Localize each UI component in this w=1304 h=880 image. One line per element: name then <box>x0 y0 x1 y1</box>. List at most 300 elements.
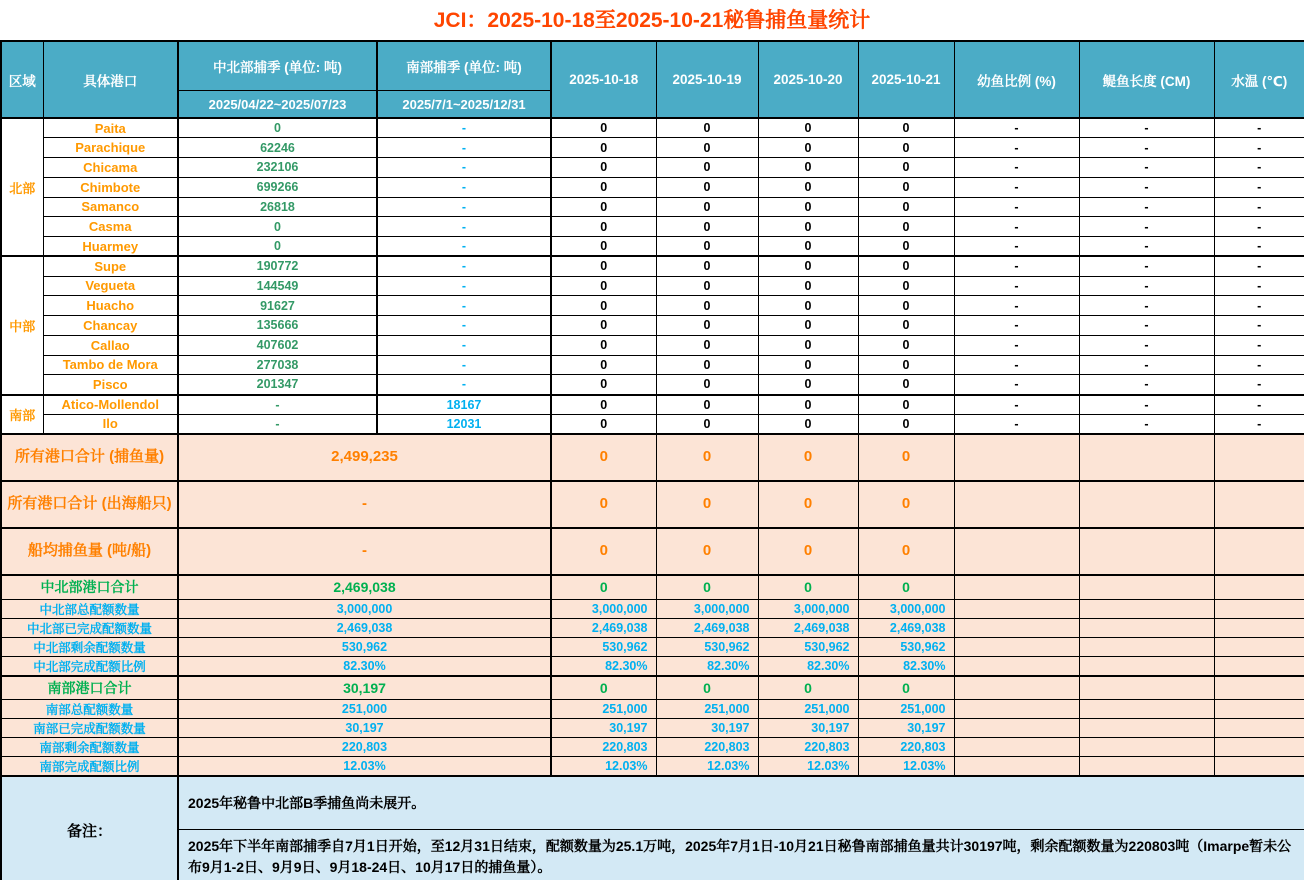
measure-value: - <box>1079 217 1214 237</box>
note-item-2: 2025年下半年南部捕季自7月1日开始，至12月31日结束，配额数量为25.1万吨，2025年7月1日-10月21日秘鲁南部捕鱼量共计30197吨，剩余配额数量为220803吨（Imarpe暂未公布9月1-2日、9月9日、9月18-24日、10月17日的捕鱼量）。 <box>178 830 1304 880</box>
date-value: 0 <box>758 316 858 336</box>
date-value: 0 <box>758 395 858 415</box>
date-value: 0 <box>656 375 758 395</box>
table-header <box>1 41 1304 118</box>
region-label: 南部 <box>1 395 43 435</box>
summary-date-value: 0 <box>758 676 858 700</box>
port-row <box>1 217 1304 237</box>
south-season-value: - <box>377 296 551 316</box>
summary-label: 中北部剩余配额数量 <box>1 637 178 656</box>
measure-value: - <box>1214 296 1304 316</box>
port-name: Huarmey <box>43 237 178 257</box>
summary-row <box>1 618 1304 637</box>
summary-date-value: 530,962 <box>656 637 758 656</box>
measure-value: - <box>954 414 1079 434</box>
measure-value: - <box>954 197 1079 217</box>
note-item-1: 2025年秘鲁中北部B季捕鱼尚未展开。 <box>178 776 1304 830</box>
date-value: 0 <box>656 276 758 296</box>
date-value: 0 <box>551 237 656 257</box>
south-season-value: - <box>377 316 551 336</box>
header-port: 具体港口 <box>43 41 178 118</box>
summary-label: 所有港口合计 (出海船只) <box>1 481 178 528</box>
south-season-value: 18167 <box>377 395 551 415</box>
empty-cell <box>954 618 1079 637</box>
port-name: Chicama <box>43 158 178 178</box>
date-value: 0 <box>551 395 656 415</box>
empty-cell <box>954 637 1079 656</box>
summary-date-value: 0 <box>551 528 656 575</box>
measure-value: - <box>1079 335 1214 355</box>
date-value: 0 <box>758 138 858 158</box>
date-value: 0 <box>758 355 858 375</box>
measure-value: - <box>954 217 1079 237</box>
date-value: 0 <box>858 414 954 434</box>
measure-value: - <box>1079 375 1214 395</box>
measure-value: - <box>954 276 1079 296</box>
summary-date-value: 2,469,038 <box>551 618 656 637</box>
summary-date-value: 0 <box>656 676 758 700</box>
port-name: Atico-Mollendol <box>43 395 178 415</box>
summary-date-value: 0 <box>656 481 758 528</box>
header-nc-range: 2025/04/22~2025/07/23 <box>178 91 377 119</box>
date-value: 0 <box>551 355 656 375</box>
measure-value: - <box>1079 197 1214 217</box>
date-value: 0 <box>858 197 954 217</box>
date-value: 0 <box>858 237 954 257</box>
port-name: Vegueta <box>43 276 178 296</box>
south-season-value: - <box>377 375 551 395</box>
measure-value: - <box>954 296 1079 316</box>
port-row <box>1 237 1304 257</box>
summary-label: 船均捕鱼量 (吨/船) <box>1 528 178 575</box>
measure-value: - <box>954 395 1079 415</box>
summary-label: 南部剩余配额数量 <box>1 738 178 757</box>
summary-date-value: 0 <box>858 434 954 481</box>
date-value: 0 <box>858 158 954 178</box>
south-season-value: - <box>377 335 551 355</box>
measure-value: - <box>1214 276 1304 296</box>
empty-cell <box>1079 719 1214 738</box>
port-name: Paita <box>43 118 178 138</box>
date-value: 0 <box>858 118 954 138</box>
summary-value: 30,197 <box>178 719 551 738</box>
header-south-season: 南部捕季 (单位: 吨) <box>377 41 551 91</box>
summary-value: - <box>178 528 551 575</box>
date-value: 0 <box>656 177 758 197</box>
measure-value: - <box>1079 256 1214 276</box>
summary-date-value: 530,962 <box>858 637 954 656</box>
nc-season-value: 144549 <box>178 276 377 296</box>
empty-cell <box>1214 757 1304 777</box>
nc-season-value: 26818 <box>178 197 377 217</box>
summary-date-value: 3,000,000 <box>758 599 858 618</box>
fishing-statistics-table <box>0 40 1304 880</box>
nc-season-value: 232106 <box>178 158 377 178</box>
summary-label: 中北部总配额数量 <box>1 599 178 618</box>
port-row <box>1 316 1304 336</box>
empty-cell <box>1214 637 1304 656</box>
port-row <box>1 197 1304 217</box>
summary-value: 251,000 <box>178 700 551 719</box>
empty-cell <box>1214 618 1304 637</box>
south-season-value: - <box>377 118 551 138</box>
measure-value: - <box>954 335 1079 355</box>
date-value: 0 <box>551 256 656 276</box>
nc-season-value: 62246 <box>178 138 377 158</box>
south-season-value: 12031 <box>377 414 551 434</box>
measure-value: - <box>1214 237 1304 257</box>
measure-value: - <box>954 138 1079 158</box>
summary-date-value: 0 <box>656 528 758 575</box>
port-name: Chancay <box>43 316 178 336</box>
summary-date-value: 530,962 <box>758 637 858 656</box>
measure-value: - <box>954 237 1079 257</box>
nc-season-value: 699266 <box>178 177 377 197</box>
south-season-value: - <box>377 177 551 197</box>
date-value: 0 <box>551 375 656 395</box>
date-value: 0 <box>758 158 858 178</box>
measure-value: - <box>1079 118 1214 138</box>
date-value: 0 <box>656 256 758 276</box>
summary-row <box>1 599 1304 618</box>
summary-date-value: 0 <box>551 676 656 700</box>
measure-value: - <box>1079 158 1214 178</box>
nc-season-value: 135666 <box>178 316 377 336</box>
nc-season-value: 407602 <box>178 335 377 355</box>
date-value: 0 <box>758 335 858 355</box>
port-row <box>1 138 1304 158</box>
region-label: 中部 <box>1 256 43 394</box>
date-value: 0 <box>758 217 858 237</box>
summary-date-value: 30,197 <box>656 719 758 738</box>
port-row <box>1 335 1304 355</box>
date-value: 0 <box>656 395 758 415</box>
summary-date-value: 30,197 <box>551 719 656 738</box>
summary-label: 南部完成配额比例 <box>1 757 178 777</box>
date-value: 0 <box>656 355 758 375</box>
port-row <box>1 256 1304 276</box>
measure-value: - <box>1214 316 1304 336</box>
summary-date-value: 3,000,000 <box>551 599 656 618</box>
date-value: 0 <box>551 316 656 336</box>
south-season-value: - <box>377 355 551 375</box>
summary-date-value: 0 <box>758 481 858 528</box>
summary-date-value: 12.03% <box>551 757 656 777</box>
summary-label: 南部总配额数量 <box>1 700 178 719</box>
south-season-value: - <box>377 217 551 237</box>
port-row <box>1 158 1304 178</box>
summary-date-value: 82.30% <box>858 656 954 676</box>
summary-date-value: 12.03% <box>758 757 858 777</box>
summary-value: 2,469,038 <box>178 618 551 637</box>
south-season-value: - <box>377 256 551 276</box>
measure-value: - <box>954 316 1079 336</box>
date-value: 0 <box>858 335 954 355</box>
nc-season-value: 0 <box>178 118 377 138</box>
date-value: 0 <box>858 138 954 158</box>
empty-cell <box>1214 738 1304 757</box>
measure-value: - <box>1214 395 1304 415</box>
empty-cell <box>954 599 1079 618</box>
date-value: 0 <box>551 217 656 237</box>
date-value: 0 <box>656 296 758 316</box>
date-value: 0 <box>858 296 954 316</box>
summary-date-value: 0 <box>858 481 954 528</box>
measure-value: - <box>954 355 1079 375</box>
date-value: 0 <box>858 256 954 276</box>
south-season-value: - <box>377 138 551 158</box>
summary-row <box>1 434 1304 481</box>
measure-value: - <box>1079 395 1214 415</box>
port-name: Casma <box>43 217 178 237</box>
summary-date-value: 2,469,038 <box>656 618 758 637</box>
empty-cell <box>954 575 1079 599</box>
port-row <box>1 276 1304 296</box>
date-value: 0 <box>656 138 758 158</box>
port-name: Callao <box>43 335 178 355</box>
summary-row <box>1 738 1304 757</box>
south-season-value: - <box>377 237 551 257</box>
nc-season-value: 190772 <box>178 256 377 276</box>
date-value: 0 <box>758 375 858 395</box>
summary-date-value: 3,000,000 <box>858 599 954 618</box>
measure-value: - <box>1214 197 1304 217</box>
nc-season-value: - <box>178 414 377 434</box>
summary-date-value: 2,469,038 <box>858 618 954 637</box>
date-value: 0 <box>858 276 954 296</box>
measure-value: - <box>954 177 1079 197</box>
summary-date-value: 0 <box>758 528 858 575</box>
nc-season-value: - <box>178 395 377 415</box>
date-value: 0 <box>758 256 858 276</box>
date-value: 0 <box>551 414 656 434</box>
measure-value: - <box>1079 237 1214 257</box>
measure-value: - <box>1079 138 1214 158</box>
header-date-4: 2025-10-21 <box>858 41 954 118</box>
empty-cell <box>954 757 1079 777</box>
date-value: 0 <box>656 237 758 257</box>
summary-date-value: 0 <box>858 528 954 575</box>
measure-value: - <box>1214 118 1304 138</box>
date-value: 0 <box>758 177 858 197</box>
header-region: 区域 <box>1 41 43 118</box>
port-row <box>1 355 1304 375</box>
summary-date-value: 251,000 <box>656 700 758 719</box>
summary-date-value: 220,803 <box>758 738 858 757</box>
empty-cell <box>954 528 1079 575</box>
port-name: Tambo de Mora <box>43 355 178 375</box>
date-value: 0 <box>858 177 954 197</box>
port-row <box>1 414 1304 434</box>
empty-cell <box>1079 700 1214 719</box>
date-value: 0 <box>858 375 954 395</box>
header-date-3: 2025-10-20 <box>758 41 858 118</box>
summary-label: 中北部港口合计 <box>1 575 178 599</box>
summary-value: 30,197 <box>178 676 551 700</box>
summary-row <box>1 481 1304 528</box>
summary-date-value: 0 <box>551 575 656 599</box>
empty-cell <box>1079 481 1214 528</box>
south-season-value: - <box>377 276 551 296</box>
header-date-1: 2025-10-18 <box>551 41 656 118</box>
summary-date-value: 0 <box>758 575 858 599</box>
notes-label: 备注： <box>1 776 178 880</box>
summary-date-value: 0 <box>858 575 954 599</box>
empty-cell <box>954 481 1079 528</box>
empty-cell <box>1079 656 1214 676</box>
date-value: 0 <box>656 335 758 355</box>
header-south-range: 2025/7/1~2025/12/31 <box>377 91 551 119</box>
measure-value: - <box>1079 414 1214 434</box>
nc-season-value: 277038 <box>178 355 377 375</box>
summary-date-value: 3,000,000 <box>656 599 758 618</box>
empty-cell <box>1079 637 1214 656</box>
date-value: 0 <box>551 296 656 316</box>
summary-date-value: 251,000 <box>858 700 954 719</box>
empty-cell <box>954 656 1079 676</box>
summary-date-value: 220,803 <box>858 738 954 757</box>
measure-value: - <box>1214 256 1304 276</box>
date-value: 0 <box>858 355 954 375</box>
date-value: 0 <box>758 276 858 296</box>
port-name: Pisco <box>43 375 178 395</box>
date-value: 0 <box>758 197 858 217</box>
summary-date-value: 0 <box>858 676 954 700</box>
header-date-2: 2025-10-19 <box>656 41 758 118</box>
date-value: 0 <box>551 118 656 138</box>
measure-value: - <box>954 375 1079 395</box>
empty-cell <box>1079 599 1214 618</box>
date-value: 0 <box>656 316 758 336</box>
empty-cell <box>1214 575 1304 599</box>
nc-season-value: 91627 <box>178 296 377 316</box>
measure-value: - <box>954 158 1079 178</box>
port-row <box>1 296 1304 316</box>
port-name: Parachique <box>43 138 178 158</box>
summary-date-value: 0 <box>656 434 758 481</box>
empty-cell <box>1214 599 1304 618</box>
summary-value: 530,962 <box>178 637 551 656</box>
summary-date-value: 220,803 <box>656 738 758 757</box>
measure-value: - <box>1079 316 1214 336</box>
port-row <box>1 177 1304 197</box>
measure-value: - <box>1079 177 1214 197</box>
summary-label: 南部港口合计 <box>1 676 178 700</box>
nc-season-value: 0 <box>178 217 377 237</box>
measure-value: - <box>1214 138 1304 158</box>
date-value: 0 <box>758 296 858 316</box>
port-rows-section <box>1 118 1304 434</box>
summary-row <box>1 719 1304 738</box>
date-value: 0 <box>656 118 758 138</box>
empty-cell <box>954 676 1079 700</box>
empty-cell <box>1214 656 1304 676</box>
empty-cell <box>1079 528 1214 575</box>
summary-section <box>1 434 1304 776</box>
summary-date-value: 82.30% <box>758 656 858 676</box>
port-row <box>1 375 1304 395</box>
date-value: 0 <box>551 158 656 178</box>
port-name: Supe <box>43 256 178 276</box>
empty-cell <box>1079 757 1214 777</box>
empty-cell <box>1214 676 1304 700</box>
port-name: Ilo <box>43 414 178 434</box>
summary-date-value: 2,469,038 <box>758 618 858 637</box>
summary-date-value: 12.03% <box>858 757 954 777</box>
port-name: Huacho <box>43 296 178 316</box>
empty-cell <box>1214 528 1304 575</box>
port-row <box>1 395 1304 415</box>
south-season-value: - <box>377 158 551 178</box>
summary-value: 220,803 <box>178 738 551 757</box>
summary-value: 82.30% <box>178 656 551 676</box>
date-value: 0 <box>758 414 858 434</box>
date-value: 0 <box>858 395 954 415</box>
port-name: Samanco <box>43 197 178 217</box>
measure-value: - <box>1214 375 1304 395</box>
page-title: JCI：2025-10-18至2025-10-21秘鲁捕鱼量统计 <box>433 9 871 32</box>
summary-row <box>1 575 1304 599</box>
empty-cell <box>954 700 1079 719</box>
date-value: 0 <box>656 197 758 217</box>
summary-row <box>1 700 1304 719</box>
summary-date-value: 530,962 <box>551 637 656 656</box>
measure-value: - <box>1214 355 1304 375</box>
date-value: 0 <box>551 138 656 158</box>
measure-value: - <box>1079 276 1214 296</box>
region-label: 北部 <box>1 118 43 256</box>
summary-value: 2,469,038 <box>178 575 551 599</box>
date-value: 0 <box>551 335 656 355</box>
summary-date-value: 30,197 <box>758 719 858 738</box>
south-season-value: - <box>377 197 551 217</box>
measure-value: - <box>954 256 1079 276</box>
date-value: 0 <box>656 217 758 237</box>
nc-season-value: 0 <box>178 237 377 257</box>
summary-date-value: 251,000 <box>551 700 656 719</box>
measure-value: - <box>1214 217 1304 237</box>
nc-season-value: 201347 <box>178 375 377 395</box>
header-anchovy-length: 鳀鱼长度 (CM) <box>1079 41 1214 118</box>
measure-value: - <box>1214 335 1304 355</box>
summary-date-value: 82.30% <box>656 656 758 676</box>
date-value: 0 <box>656 158 758 178</box>
header-water-temp: 水温 (℃) <box>1214 41 1304 118</box>
measure-value: - <box>1214 414 1304 434</box>
empty-cell <box>1079 618 1214 637</box>
empty-cell <box>1214 700 1304 719</box>
measure-value: - <box>1079 355 1214 375</box>
summary-value: 2,499,235 <box>178 434 551 481</box>
summary-row <box>1 656 1304 676</box>
summary-date-value: 220,803 <box>551 738 656 757</box>
date-value: 0 <box>656 414 758 434</box>
empty-cell <box>1214 481 1304 528</box>
summary-row <box>1 528 1304 575</box>
empty-cell <box>1079 676 1214 700</box>
date-value: 0 <box>551 177 656 197</box>
summary-date-value: 30,197 <box>858 719 954 738</box>
empty-cell <box>954 719 1079 738</box>
measure-value: - <box>954 118 1079 138</box>
summary-date-value: 82.30% <box>551 656 656 676</box>
port-name: Chimbote <box>43 177 178 197</box>
empty-cell <box>1214 719 1304 738</box>
date-value: 0 <box>758 118 858 138</box>
summary-row <box>1 676 1304 700</box>
summary-label: 中北部完成配额比例 <box>1 656 178 676</box>
summary-label: 所有港口合计 (捕鱼量) <box>1 434 178 481</box>
